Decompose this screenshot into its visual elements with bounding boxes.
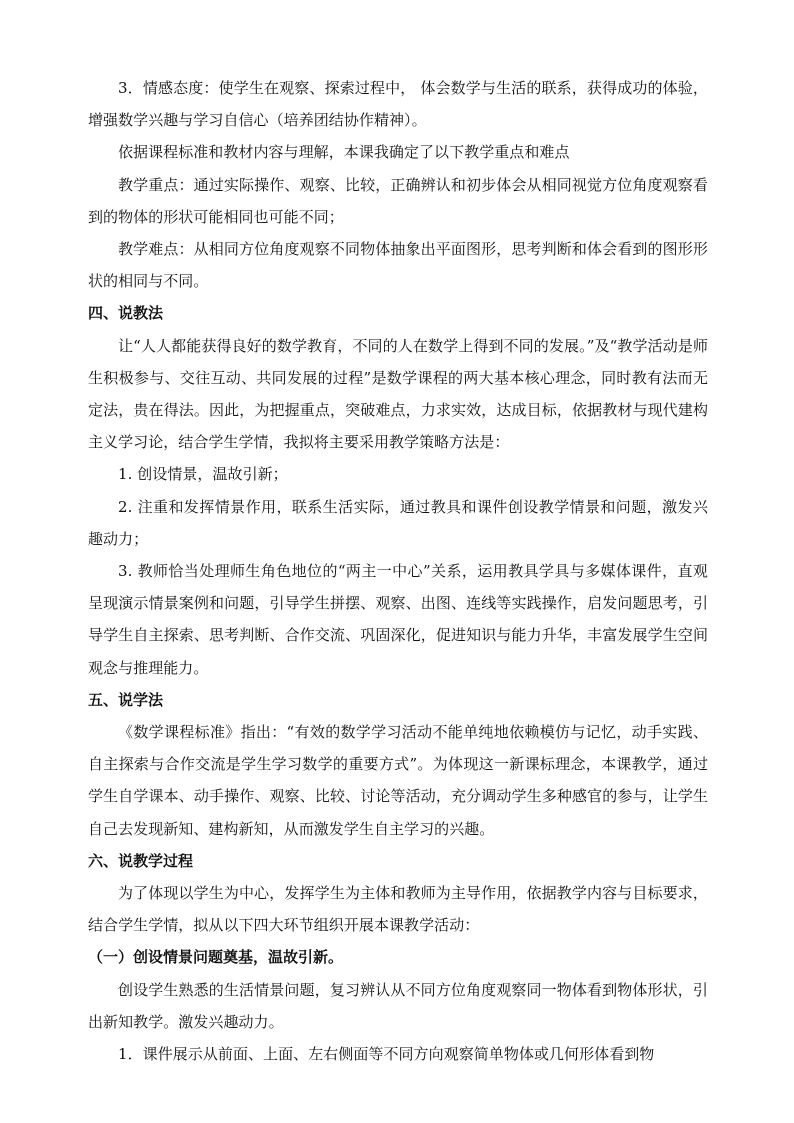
paragraph-process-intro: 为了体现以学生为中心，发挥学生为主体和教师为主导作用，依据教学内容与目标要求，结合学生学情，拟从以下四大环节组织开展本课教学活动： <box>88 884 708 935</box>
paragraph-subsection-1: 创设学生熟悉的生活情景问题，复习辨认从不同方位角度观察同一物体看到物体形状，引出新知教学。激发兴趣动力。 <box>88 980 708 1031</box>
paragraph-methods-intro: 让“人人都能获得良好的数学教育，不同的人在数学上得到不同的发展。”及“教学活动是师生积极参与、交往互动、共同发展的过程”是数学课程的两大基本核心理念，同时教有法而无定法，贵在得法。因此，为把握重点，突破难点，力求实效，达成目标，依据教材与现代建构主义学习论，结合学生学情，我拟将主要采用教学策略方法是： <box>88 336 708 452</box>
paragraph-subsection-1-item-1: 1．课件展示从前面、上面、左右侧面等不同方向观察简单物体或几何形体看到物 <box>118 1045 655 1064</box>
paragraph-teaching-focus: 教学重点：通过实际操作、观察、比较，正确辨认和初步体会从相同视觉方位角度观察看到的物体的形状可能相同也可能不同； <box>88 175 708 226</box>
section-heading-teaching-methods: 四、说教法 <box>88 304 164 323</box>
section-heading-learning-methods: 五、说学法 <box>88 690 164 709</box>
paragraph-teaching-difficulty: 教学难点：从相同方位角度观察不同物体抽象出平面图形，思考判断和体会看到的图形形状的相同与不同。 <box>88 240 708 291</box>
subsection-heading-1: （一）创设情景问题奠基，温故引新。 <box>88 948 344 967</box>
list-item-method-2: 2. 注重和发挥情景作用，联系生活实际，通过教具和课件创设教学情景和问题，激发兴趣动力； <box>88 497 708 548</box>
paragraph-emotion-attitude: 3．情感态度：使学生在观察、探索过程中， 体会数学与生活的联系，获得成功的体验，增强数学兴趣与学习自信心（培养团结协作精神）。 <box>88 79 708 130</box>
list-item-method-1: 1. 创设情景，温故引新； <box>118 465 288 484</box>
list-item-method-3: 3. 教师恰当处理师生角色地位的“两主一中心”关系，运用教具学具与多媒体课件，直观呈现演示情景案例和问题，引导学生拼摆、观察、出图、连线等实践操作，启发问题思考，引导学生自主探索、思考判断、合作交流、巩固深化，促进知识与能力升华，丰富发展学生空间观念与推理能力。 <box>88 562 708 677</box>
section-heading-teaching-process: 六、说教学过程 <box>88 851 194 870</box>
paragraph-key-points-intro: 依据课程标准和教材内容与理解，本课我确定了以下教学重点和难点 <box>118 143 570 162</box>
paragraph-learning-methods: 《数学课程标准》指出：“有效的数学学习活动不能单纯地依赖模仿与记忆，动手实践、自主探索与合作交流是学生学习数学的重要方式”。为体现这一新课标理念，本课教学，通过学生自学课本、动手操作、观察、比较、讨论等活动，充分调动学生多种感官的参与，让学生自己去发现新知、建构新知，从而激发学生自主学习的兴趣。 <box>88 723 708 838</box>
document-page <box>88 72 708 1070</box>
